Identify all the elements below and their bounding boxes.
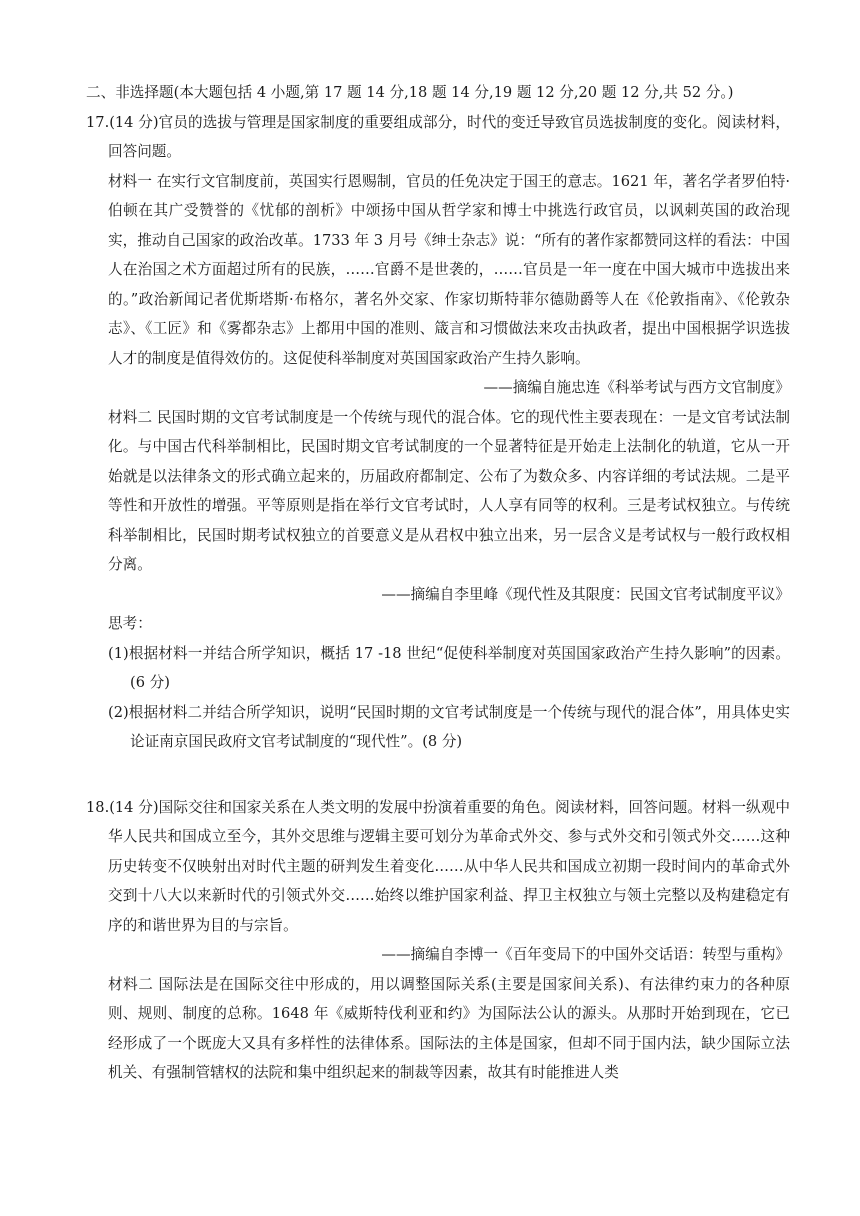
question-18-material-2: 材料二 国际法是在国际交往中形成的，用以调整国际关系(主要是国家间关系)、有法律约束力的各种原则、规则、制度的总称。1648 年《威斯特伐利亚和约》为国际法公认的源头。从那时开始到现在，它已经形成了一个既庞大又具有多样性的法律体系。国际法的主体是国家，但却不同于国内法，缺少国际立法机关、有强制管辖权的法院和集中组织起来的制裁等因素，故其有时能推进人类 xyxy=(108,975,790,1081)
question-17-think-label: 思考： xyxy=(108,615,152,632)
question-17 xyxy=(86,108,790,757)
question-17-source-1: ——摘编自施忠连《科举考试与西方文官制度》 xyxy=(483,379,790,396)
question-18-source-1: ——摘编自李博一《百年变局下的中国外交话语：转型与重构》 xyxy=(381,946,790,963)
section-header: 二、非选择题(本大题包括 4 小题,第 17 题 14 分,18 题 14 分,19 题 12 分,20 题 12 分,共 52 分。) xyxy=(86,84,734,101)
question-17-stem: 17.(14 分)官员的选拔与管理是国家制度的重要组成部分，时代的变迁导致官员选拔制度的变化。阅读材料，回答问题。 xyxy=(86,113,790,160)
spacer xyxy=(86,757,790,793)
question-17-source-2: ——摘编自李里峰《现代性及其限度：民国文官考试制度平议》 xyxy=(381,585,790,603)
question-17-subquestion-2: (2)根据材料二并结合所学知识，说明“民国时期的文官考试制度是一个传统与现代的混合体”，用具体史实论证南京国民政府文官考试制度的“现代性”。(8 分) xyxy=(108,703,790,750)
question-17-subquestion-1: (1)根据材料一并结合所学知识，概括 17 -18 世纪“促使科举制度对英国国家政治产生持久影响”的因素。(6 分) xyxy=(108,644,790,691)
question-18 xyxy=(86,793,790,1088)
question-17-material-2: 材料二 民国时期的文官考试制度是一个传统与现代的混合体。它的现代性主要表现在：一是文官考试法制化。与中国古代科举制相比，民国时期文官考试制度的一个显著特征是开始走上法制化的轨道，它从一开始就是以法律条文的形式确立起来的，历届政府都制定、公布了为数众多、内容详细的考试法规。二是平等性和开放性的增强。平等原则是指在举行文官考试时，人人享有同等的权利。三是考试权独立。与传统科举制相比，民国时期考试权独立的首要意义是从君权中独立出来，另一层含义是考试权与一般行政权相分离。 xyxy=(108,408,790,573)
question-17-material-1: 材料一 在实行文官制度前，英国实行恩赐制，官员的任免决定于国王的意志。1621 年，著名学者罗伯特·伯顿在其广受赞誉的《忧郁的剖析》中颂扬中国从哲学家和博士中挑选行政官员，以讽刺英国的政治现实，推动自己国家的政治改革。1733 年 3 月号《绅士杂志》说：“所有的著作家都赞同这样的看法：中国人在治国之术方面超过所有的民族，……官爵不是世袭的，……官员是一年一度在中国大城市中选拔出来的。”政治新闻记者优斯塔斯·布格尔，著名外交家、作家切斯特菲尔德勋爵等人在《伦敦指南》、《伦敦杂志》、《工匠》和《雾都杂志》上都用中国的准则、箴言和习惯做法来攻击执政者，提出中国根据学识选拔人才的制度是值得效仿的。这促使科举制度对英国国家政治产生持久影响。 xyxy=(108,172,790,367)
question-18-stem: 18.(14 分)国际交往和国家关系在人类文明的发展中扮演着重要的角色。阅读材料，回答问题。材料一纵观中华人民共和国成立至今，其外交思维与逻辑主要可划分为革命式外交、参与式外交和引领式外交……这种历史转变不仅映射出对时代主题的研判发生着变化……从中华人民共和国成立初期一段时间内的革命式外交到十八大以来新时代的引领式外交……始终以维护国家利益、捍卫主权独立与领土完整以及构建稳定有序的和谐世界为目的与宗旨。 xyxy=(86,798,790,934)
